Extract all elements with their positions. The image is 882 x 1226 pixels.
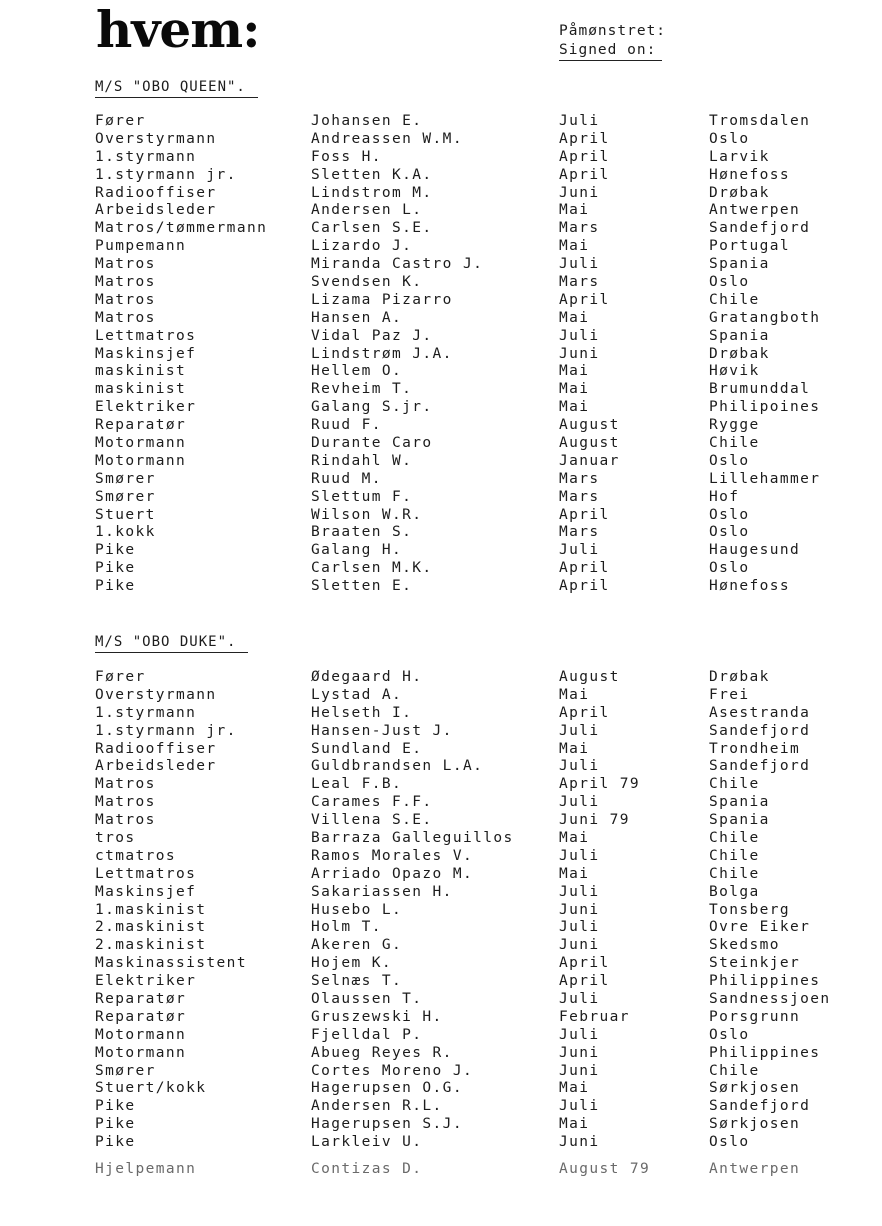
crew-hometown: Bolga xyxy=(709,883,760,900)
crew-name: Galang S.jr. xyxy=(311,399,433,416)
crew-hometown: Spania xyxy=(709,794,770,811)
crew-signed-month: Juli xyxy=(559,919,600,936)
crew-role: Smører xyxy=(95,488,156,505)
crew-hometown: Oslo xyxy=(709,452,750,469)
crew-row xyxy=(95,866,855,884)
crew-hometown: Oslo xyxy=(709,506,750,523)
crew-name: Helseth I. xyxy=(311,704,413,721)
crew-hometown: Asestranda xyxy=(709,704,811,721)
crew-name: Olaussen T. xyxy=(311,991,423,1008)
crew-role: Stuert/kokk xyxy=(95,1080,207,1097)
crew-name: Holm T. xyxy=(311,919,382,936)
crew-signed-month: August 79 xyxy=(559,1161,651,1177)
crew-row xyxy=(95,902,855,920)
crew-hometown: Chile xyxy=(709,830,760,847)
crew-row xyxy=(95,830,855,848)
crew-role: 1.kokk xyxy=(95,524,156,541)
crew-hometown: Spania xyxy=(709,327,770,344)
crew-role: 1.styrmann jr. xyxy=(95,722,237,739)
crew-row xyxy=(95,1045,855,1063)
crew-hometown: Hønefoss xyxy=(709,166,791,183)
crew-signed-month: Mars xyxy=(559,488,600,505)
crew-name: Hellem O. xyxy=(311,363,403,380)
crew-row xyxy=(95,524,855,542)
crew-signed-month: Juni xyxy=(559,937,600,954)
crew-hometown: Ovre Eiker xyxy=(709,919,811,936)
crew-signed-month: Juli xyxy=(559,1098,600,1115)
crew-role: 1.styrmann jr. xyxy=(95,166,237,183)
crew-hometown: Oslo xyxy=(709,1026,750,1043)
crew-signed-month: Juli xyxy=(559,542,600,559)
crew-signed-month: Juli xyxy=(559,794,600,811)
page-title: hvem: xyxy=(96,0,260,59)
crew-hometown: Tonsberg xyxy=(709,901,791,918)
crew-row xyxy=(95,310,855,328)
crew-role: Motormann xyxy=(95,1026,187,1043)
crew-signed-month: April xyxy=(559,578,610,595)
crew-signed-month: April xyxy=(559,130,610,147)
crew-signed-month: Juli xyxy=(559,256,600,273)
crew-row xyxy=(95,884,855,902)
crew-signed-month: Juni xyxy=(559,345,600,362)
crew-hometown: Lillehammer xyxy=(709,470,821,487)
crew-role: Maskinsjef xyxy=(95,345,197,362)
crew-name: Ruud M. xyxy=(311,470,382,487)
crew-name: Sundland E. xyxy=(311,740,423,757)
crew-role: Matros xyxy=(95,794,156,811)
crew-name: Ødegaard H. xyxy=(311,669,423,685)
crew-hometown: Sandnessjoen xyxy=(709,991,831,1008)
crew-role: Pike xyxy=(95,578,136,595)
crew-hometown: Chile xyxy=(709,847,760,864)
crew-name: Sletten E. xyxy=(311,578,413,595)
crew-signed-month: Mai xyxy=(559,238,590,255)
ship-heading-obo-duke: M/S "OBO DUKE". xyxy=(95,634,248,653)
crew-row xyxy=(95,1063,855,1081)
crew-name: Lystad A. xyxy=(311,686,403,703)
crew-hometown: Philippines xyxy=(709,973,821,990)
crew-row xyxy=(95,489,855,507)
crew-role: Motormann xyxy=(95,1044,187,1061)
crew-row xyxy=(95,955,855,973)
crew-row xyxy=(95,1116,855,1134)
crew-signed-month: April xyxy=(559,973,610,990)
crew-name: Hansen A. xyxy=(311,309,403,326)
crew-signed-month: Juli xyxy=(559,758,600,775)
crew-signed-month: Juni xyxy=(559,1062,600,1079)
crew-signed-month: Juni xyxy=(559,1044,600,1061)
crew-name: Cortes Moreno J. xyxy=(311,1062,474,1079)
crew-role: Overstyrmann xyxy=(95,130,217,147)
crew-hometown: Høvik xyxy=(709,363,760,380)
crew-hometown: Sandefjord xyxy=(709,1098,811,1115)
crew-role: Maskinassistent xyxy=(95,955,247,972)
crew-name: Ramos Morales V. xyxy=(311,847,474,864)
crew-hometown: Brumunddal xyxy=(709,381,811,398)
crew-row xyxy=(95,185,855,203)
crew-role: Pike xyxy=(95,1116,136,1133)
crew-row xyxy=(95,202,855,220)
crew-row xyxy=(95,578,855,596)
crew-hometown: Tromsdalen xyxy=(709,113,811,129)
crew-hometown: Chile xyxy=(709,435,760,452)
crew-role: Matros/tømmermann xyxy=(95,220,268,237)
crew-role: Fører xyxy=(95,113,146,129)
crew-name: Carames F.F. xyxy=(311,794,433,811)
crew-row xyxy=(95,238,855,256)
crew-signed-month: Juli xyxy=(559,1026,600,1043)
crew-signed-month: Mai xyxy=(559,202,590,219)
crew-signed-month: August xyxy=(559,669,620,685)
crew-role: Arbeidsleder xyxy=(95,758,217,775)
crew-name: Carlsen M.K. xyxy=(311,560,433,577)
crew-role: Elektriker xyxy=(95,399,197,416)
crew-row xyxy=(95,1027,855,1045)
crew-row xyxy=(95,794,855,812)
crew-hometown: Chile xyxy=(709,1062,760,1079)
crew-row xyxy=(95,1009,855,1027)
crew-name: Lindstrom M. xyxy=(311,184,433,201)
crew-role: Matros xyxy=(95,812,156,829)
crew-row xyxy=(95,1098,855,1116)
crew-role: tros xyxy=(95,830,136,847)
crew-name: Lizama Pizarro xyxy=(311,291,453,308)
crew-row xyxy=(95,723,855,741)
crew-row xyxy=(95,453,855,471)
crew-role: Elektriker xyxy=(95,973,197,990)
crew-role: Reparatør xyxy=(95,417,187,434)
signed-on-header xyxy=(559,22,666,61)
crew-signed-month: April xyxy=(559,704,610,721)
crew-signed-month: Mars xyxy=(559,524,600,541)
crew-row xyxy=(95,669,855,687)
crew-row xyxy=(95,919,855,937)
crew-role: Pike xyxy=(95,1098,136,1115)
crew-hometown: Hof xyxy=(709,488,740,505)
crew-signed-month: Juni xyxy=(559,901,600,918)
crew-hometown: Sandefjord xyxy=(709,220,811,237)
crew-row xyxy=(95,758,855,776)
crew-hometown: Larvik xyxy=(709,148,770,165)
crew-hometown: Rygge xyxy=(709,417,760,434)
crew-row xyxy=(95,399,855,417)
crew-role: Lettmatros xyxy=(95,865,197,882)
crew-role: maskinist xyxy=(95,381,187,398)
crew-role: Motormann xyxy=(95,435,187,452)
crew-signed-month: Mai xyxy=(559,363,590,380)
crew-name: Akeren G. xyxy=(311,937,403,954)
crew-name: Contizas D. xyxy=(311,1161,423,1177)
crew-name: Larkleiv U. xyxy=(311,1134,423,1151)
crew-row xyxy=(95,131,855,149)
crew-row xyxy=(95,113,855,131)
crew-name: Fjelldal P. xyxy=(311,1026,423,1043)
crew-role: Motormann xyxy=(95,452,187,469)
crew-hometown: Trondheim xyxy=(709,740,801,757)
crew-row xyxy=(95,381,855,399)
crew-row xyxy=(95,346,855,364)
crew-signed-month: April xyxy=(559,166,610,183)
crew-name: Abueg Reyes R. xyxy=(311,1044,453,1061)
crew-row xyxy=(95,149,855,167)
crew-name: Vidal Paz J. xyxy=(311,327,433,344)
crew-name: Sletten K.A. xyxy=(311,166,433,183)
crew-name: Barraza Galleguillos xyxy=(311,830,514,847)
crew-name: Wilson W.R. xyxy=(311,506,423,523)
crew-hometown: Gratangboth xyxy=(709,309,821,326)
crew-row xyxy=(95,1080,855,1098)
crew-signed-month: Februar xyxy=(559,1008,630,1025)
crew-signed-month: April 79 xyxy=(559,776,641,793)
crew-role: Smører xyxy=(95,470,156,487)
crew-hometown: Antwerpen xyxy=(709,202,801,219)
crew-name: Slettum F. xyxy=(311,488,413,505)
crew-role: maskinist xyxy=(95,363,187,380)
crew-row xyxy=(95,687,855,705)
crew-role: Pike xyxy=(95,1134,136,1151)
crew-role: Hjelpemann xyxy=(95,1161,197,1177)
signed-on-label-english: Signed on: xyxy=(559,41,662,61)
crew-role: Arbeidsleder xyxy=(95,202,217,219)
crew-hometown: Oslo xyxy=(709,274,750,291)
crew-list-extra xyxy=(95,1161,855,1179)
crew-signed-month: Mars xyxy=(559,274,600,291)
crew-signed-month: Juni 79 xyxy=(559,812,630,829)
crew-signed-month: Mai xyxy=(559,381,590,398)
crew-signed-month: April xyxy=(559,955,610,972)
crew-signed-month: Juni xyxy=(559,1134,600,1151)
crew-signed-month: Juli xyxy=(559,883,600,900)
crew-hometown: Steinkjer xyxy=(709,955,801,972)
crew-role: Fører xyxy=(95,669,146,685)
crew-name: Hansen-Just J. xyxy=(311,722,453,739)
crew-signed-month: August xyxy=(559,435,620,452)
crew-role: Overstyrmann xyxy=(95,686,217,703)
crew-name: Revheim T. xyxy=(311,381,413,398)
crew-row xyxy=(95,507,855,525)
crew-name: Lindstrøm J.A. xyxy=(311,345,453,362)
crew-signed-month: Juli xyxy=(559,847,600,864)
crew-row xyxy=(95,991,855,1009)
crew-row xyxy=(95,973,855,991)
crew-signed-month: April xyxy=(559,560,610,577)
crew-name: Villena S.E. xyxy=(311,812,433,829)
crew-hometown: Hønefoss xyxy=(709,578,791,595)
crew-hometown: Spania xyxy=(709,256,770,273)
crew-role: Matros xyxy=(95,776,156,793)
crew-hometown: Drøbak xyxy=(709,669,770,685)
crew-hometown: Chile xyxy=(709,776,760,793)
crew-name: Svendsen K. xyxy=(311,274,423,291)
crew-role: 2.maskinist xyxy=(95,919,207,936)
crew-row xyxy=(95,937,855,955)
crew-role: Reparatør xyxy=(95,1008,187,1025)
crew-name: Hojem K. xyxy=(311,955,393,972)
crew-hometown: Oslo xyxy=(709,1134,750,1151)
crew-hometown: Frei xyxy=(709,686,750,703)
crew-hometown: Philippines xyxy=(709,1044,821,1061)
crew-hometown: Spania xyxy=(709,812,770,829)
crew-role: Radiooffiser xyxy=(95,740,217,757)
crew-name: Ruud F. xyxy=(311,417,382,434)
crew-signed-month: Mai xyxy=(559,686,590,703)
crew-signed-month: August xyxy=(559,417,620,434)
crew-role: Matros xyxy=(95,309,156,326)
crew-row xyxy=(95,274,855,292)
crew-name: Leal F.B. xyxy=(311,776,403,793)
crew-hometown: Chile xyxy=(709,291,760,308)
crew-row xyxy=(95,471,855,489)
crew-row xyxy=(95,848,855,866)
crew-row xyxy=(95,363,855,381)
crew-role: Radiooffiser xyxy=(95,184,217,201)
crew-role: Pike xyxy=(95,542,136,559)
crew-signed-month: Januar xyxy=(559,452,620,469)
crew-role: Matros xyxy=(95,256,156,273)
crew-signed-month: Mai xyxy=(559,1116,590,1133)
crew-row xyxy=(95,1134,855,1152)
crew-row xyxy=(95,776,855,794)
crew-hometown: Chile xyxy=(709,865,760,882)
crew-hometown: Haugesund xyxy=(709,542,801,559)
crew-signed-month: Juni xyxy=(559,184,600,201)
crew-name: Gruszewski H. xyxy=(311,1008,443,1025)
crew-signed-month: Juli xyxy=(559,991,600,1008)
crew-name: Braaten S. xyxy=(311,524,413,541)
crew-row xyxy=(95,705,855,723)
crew-signed-month: Mai xyxy=(559,309,590,326)
crew-name: Lizardo J. xyxy=(311,238,413,255)
crew-role: Reparatør xyxy=(95,991,187,1008)
crew-signed-month: Juli xyxy=(559,113,600,129)
crew-role: 1.maskinist xyxy=(95,901,207,918)
crew-hometown: Porsgrunn xyxy=(709,1008,801,1025)
crew-row xyxy=(95,1161,855,1179)
crew-name: Rindahl W. xyxy=(311,452,413,469)
crew-signed-month: Mai xyxy=(559,740,590,757)
crew-list-obo-duke xyxy=(95,669,855,1152)
crew-name: Arriado Opazo M. xyxy=(311,865,474,882)
crew-name: Johansen E. xyxy=(311,113,423,129)
crew-role: Pike xyxy=(95,560,136,577)
crew-signed-month: Juli xyxy=(559,327,600,344)
crew-list-obo-queen xyxy=(95,113,855,596)
crew-hometown: Oslo xyxy=(709,130,750,147)
crew-name: Andersen R.L. xyxy=(311,1098,443,1115)
crew-role: Maskinsjef xyxy=(95,883,197,900)
crew-role: 1.styrmann xyxy=(95,148,197,165)
crew-hometown: Drøbak xyxy=(709,184,770,201)
crew-role: Smører xyxy=(95,1062,156,1079)
crew-hometown: Skedsmo xyxy=(709,937,780,954)
crew-role: Matros xyxy=(95,291,156,308)
crew-name: Guldbrandsen L.A. xyxy=(311,758,484,775)
crew-signed-month: Mars xyxy=(559,470,600,487)
crew-role: Lettmatros xyxy=(95,327,197,344)
crew-role: 1.styrmann xyxy=(95,704,197,721)
crew-name: Andreassen W.M. xyxy=(311,130,463,147)
ship-heading-obo-queen: M/S "OBO QUEEN". xyxy=(95,79,258,98)
crew-name: Husebo L. xyxy=(311,901,403,918)
crew-hometown: Sørkjosen xyxy=(709,1080,801,1097)
crew-name: Selnæs T. xyxy=(311,973,403,990)
crew-role: Stuert xyxy=(95,506,156,523)
crew-name: Hagerupsen O.G. xyxy=(311,1080,463,1097)
crew-signed-month: April xyxy=(559,291,610,308)
crew-row xyxy=(95,417,855,435)
crew-hometown: Oslo xyxy=(709,560,750,577)
crew-row xyxy=(95,328,855,346)
crew-signed-month: Mai xyxy=(559,865,590,882)
crew-name: Galang H. xyxy=(311,542,403,559)
crew-row xyxy=(95,435,855,453)
crew-signed-month: Mai xyxy=(559,399,590,416)
crew-hometown: Oslo xyxy=(709,524,750,541)
crew-row xyxy=(95,812,855,830)
crew-row xyxy=(95,220,855,238)
crew-row xyxy=(95,542,855,560)
crew-hometown: Sørkjosen xyxy=(709,1116,801,1133)
crew-name: Sakariassen H. xyxy=(311,883,453,900)
crew-signed-month: Mai xyxy=(559,1080,590,1097)
crew-role: ctmatros xyxy=(95,847,177,864)
crew-name: Hagerupsen S.J. xyxy=(311,1116,463,1133)
crew-hometown: Drøbak xyxy=(709,345,770,362)
crew-hometown: Sandefjord xyxy=(709,722,811,739)
crew-name: Miranda Castro J. xyxy=(311,256,484,273)
crew-row xyxy=(95,256,855,274)
crew-row xyxy=(95,560,855,578)
crew-name: Durante Caro xyxy=(311,435,433,452)
crew-signed-month: Mars xyxy=(559,220,600,237)
crew-row xyxy=(95,741,855,759)
crew-signed-month: Mai xyxy=(559,830,590,847)
crew-role: Pumpemann xyxy=(95,238,187,255)
crew-hometown: Philipoines xyxy=(709,399,821,416)
crew-hometown: Sandefjord xyxy=(709,758,811,775)
crew-name: Andersen L. xyxy=(311,202,423,219)
crew-hometown: Antwerpen xyxy=(709,1161,801,1177)
crew-name: Carlsen S.E. xyxy=(311,220,433,237)
crew-signed-month: April xyxy=(559,148,610,165)
crew-signed-month: Juli xyxy=(559,722,600,739)
signed-on-label-norwegian: Påmønstret: xyxy=(559,23,667,39)
crew-role: 2.maskinist xyxy=(95,937,207,954)
crew-row xyxy=(95,167,855,185)
crew-row xyxy=(95,292,855,310)
crew-role: Matros xyxy=(95,274,156,291)
crew-hometown: Portugal xyxy=(709,238,791,255)
crew-name: Foss H. xyxy=(311,148,382,165)
crew-signed-month: April xyxy=(559,506,610,523)
